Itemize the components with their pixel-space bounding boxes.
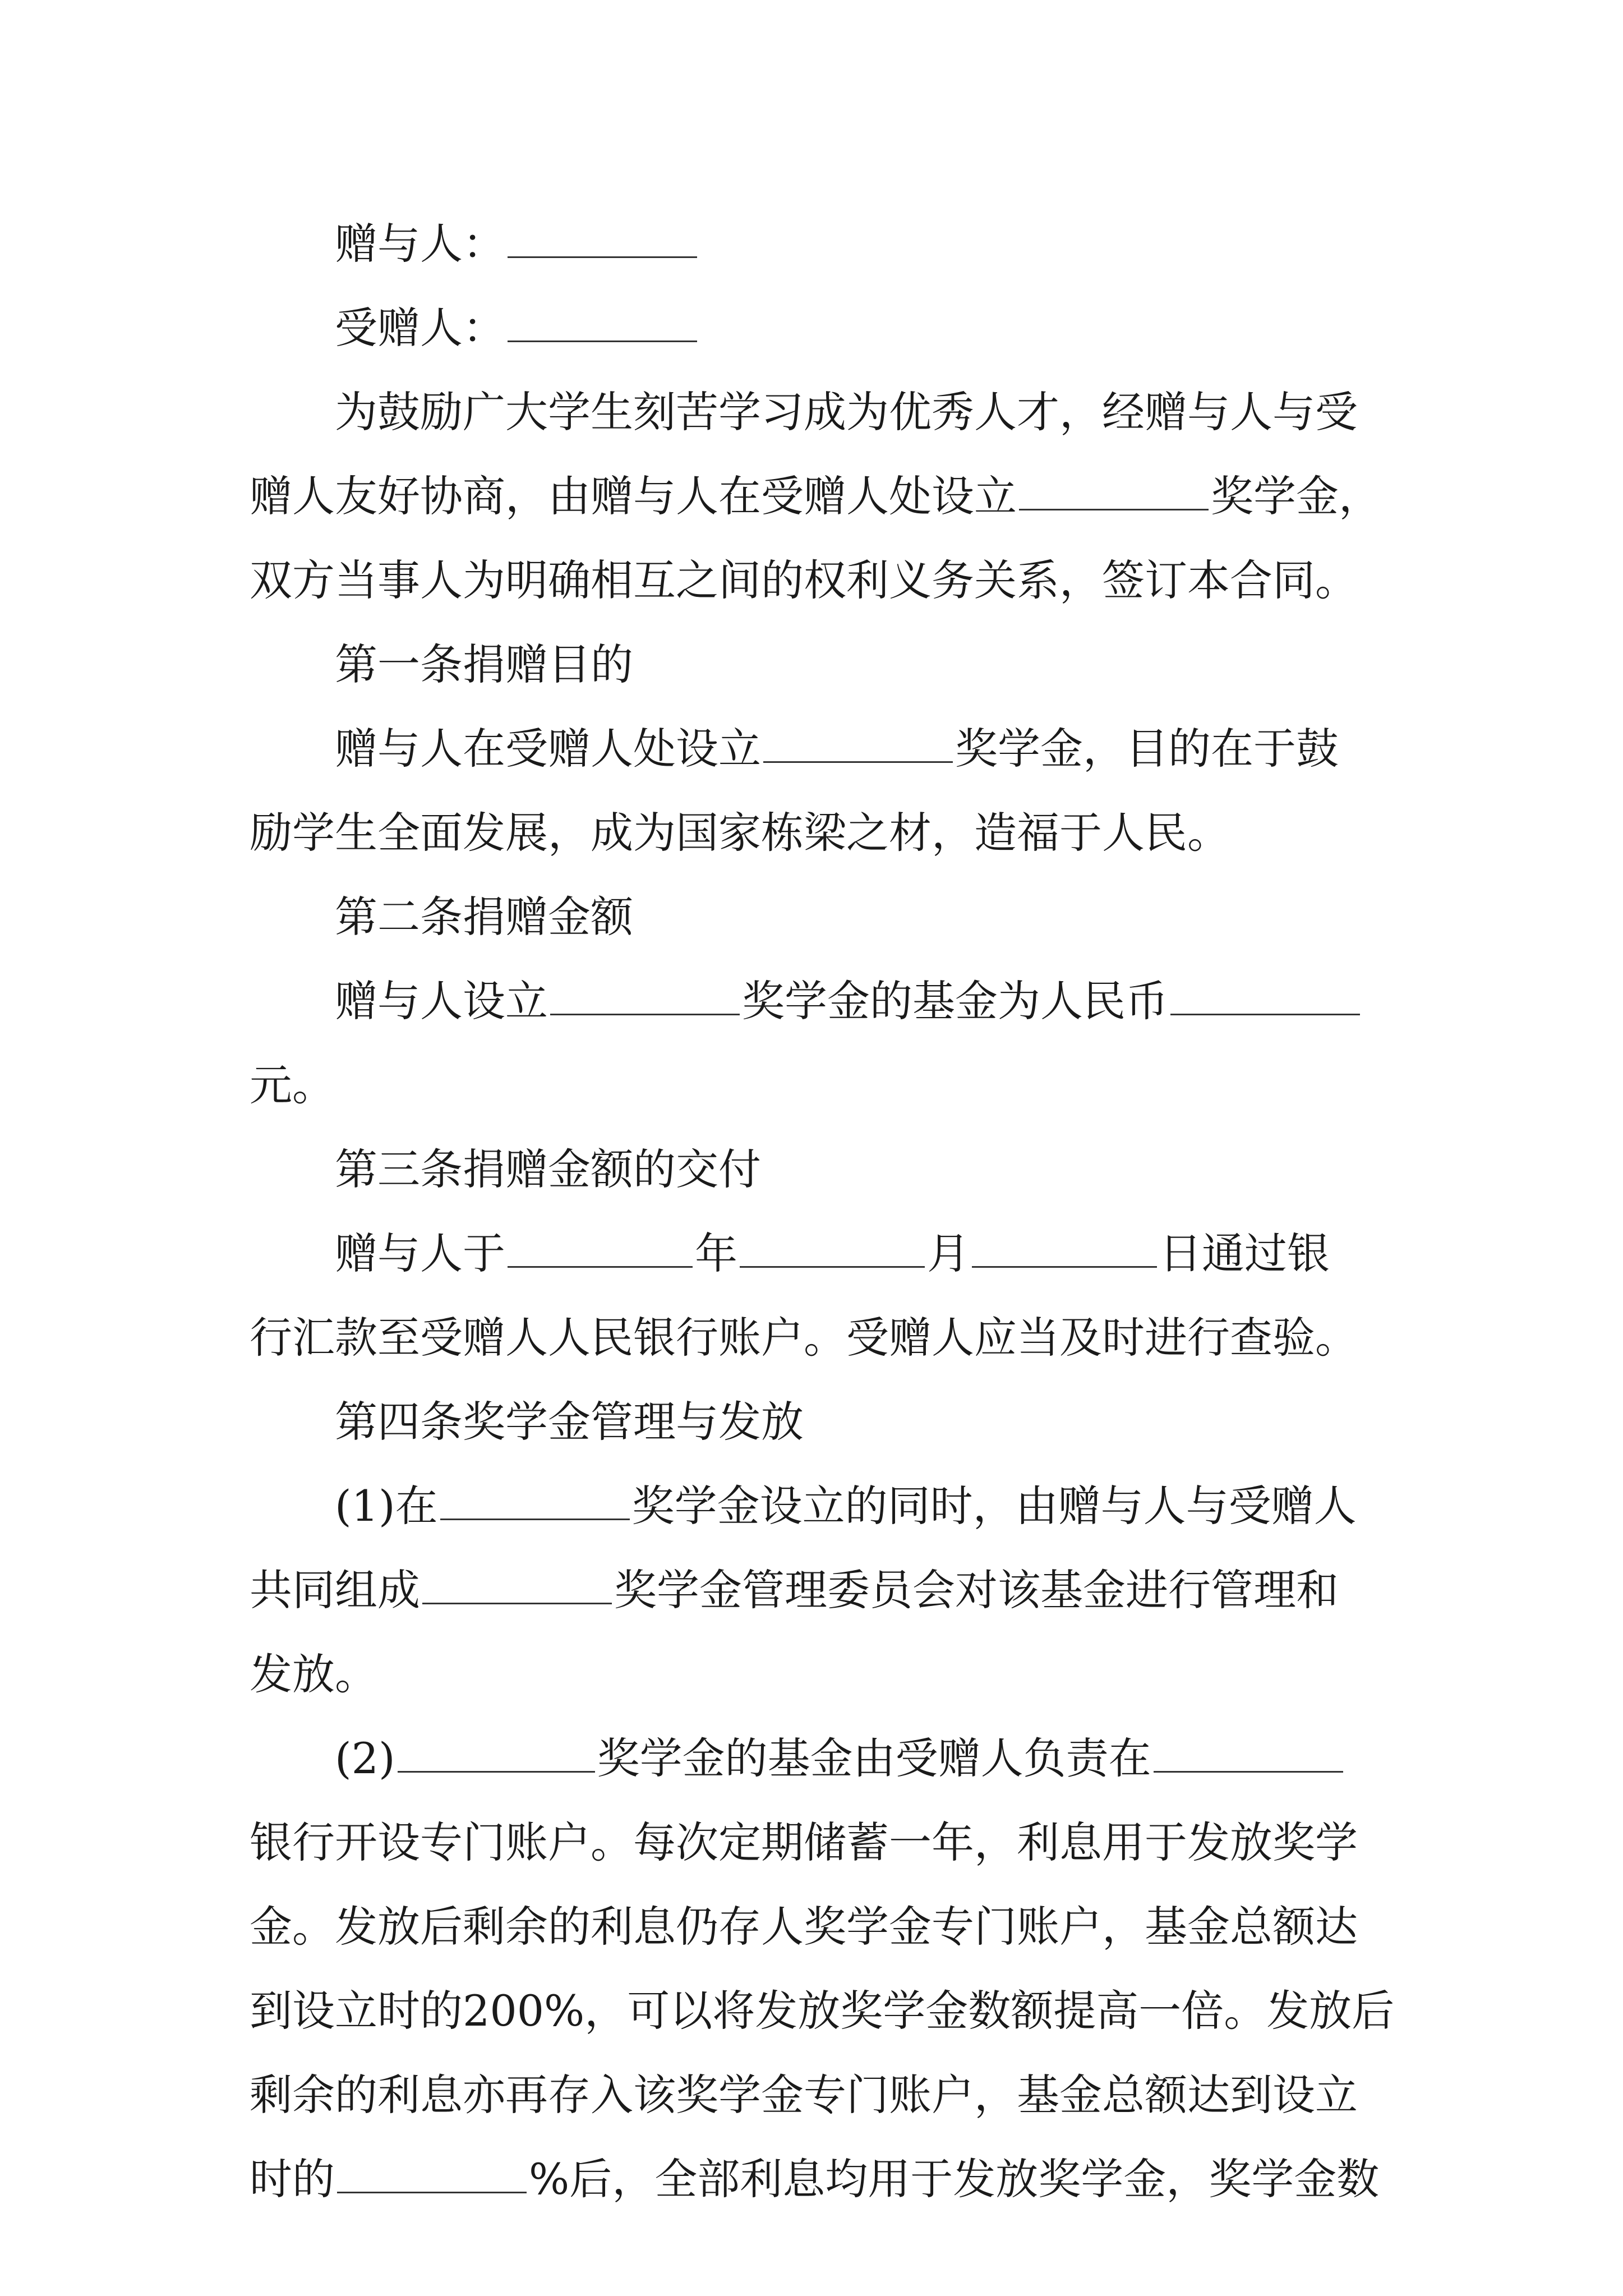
percent-blank <box>337 2191 527 2193</box>
article-1-line-1 <box>250 707 1382 791</box>
article-2-heading <box>250 875 1382 959</box>
article-1-title: 第一条捐赠目的 <box>335 639 633 689</box>
article-4-item-2-text-6b: %后，全部利息均用于发放奖学金，奖学金数 <box>529 2154 1380 2204</box>
donor-blank <box>508 255 697 258</box>
article-4-item-2-line-5 <box>250 2053 1382 2137</box>
article-3-text-2: 行汇款至受赠人人民银行账户。受赠人应当及时进行查验。 <box>250 1313 1358 1363</box>
article-4-item-1-line-2 <box>250 1548 1382 1632</box>
article-4-item-1-blank-1 <box>440 1517 630 1520</box>
article-4-item-2-line-6 <box>250 2137 1382 2221</box>
contract-body <box>250 202 1395 2221</box>
article-4-item-2-text-1a: (2) <box>335 1733 395 1783</box>
article-2-scholarship-blank <box>550 1013 740 1015</box>
recipient-label: 受赠人： <box>335 303 505 353</box>
donor-line <box>250 202 1382 286</box>
scholarship-name-blank <box>1019 508 1209 510</box>
article-4-title: 第四条奖学金管理与发放 <box>335 1397 804 1447</box>
article-4-item-2-line-4 <box>250 1969 1395 2053</box>
bank-name-blank <box>1154 1770 1343 1773</box>
article-2-text-2: 元。 <box>250 1060 335 1110</box>
intro-text-1: 为鼓励广大学生刻苦学习成为优秀人才，经赠与人与受 <box>335 387 1358 437</box>
intro-line-2 <box>250 454 1382 539</box>
article-2-line-2 <box>250 1043 1382 1128</box>
donor-label: 赠与人： <box>335 219 505 269</box>
year-blank <box>508 1265 693 1268</box>
article-1-text-1a: 赠与人在受赠人处设立 <box>335 724 761 774</box>
article-4-item-1-text-1a: (1)在 <box>335 1481 438 1531</box>
article-3-text-1b: 年 <box>695 1228 737 1278</box>
article-2-text-1a: 赠与人设立 <box>335 976 548 1026</box>
article-4-item-2-blank-1 <box>398 1770 595 1773</box>
article-4-item-2-text-4: 到设立时的200%，可以将发放奖学金数额提高一倍。发放后 <box>250 1986 1395 2036</box>
article-2-line-1 <box>250 959 1382 1043</box>
intro-text-3: 双方当事人为明确相互之间的权利义务关系，签订本合同。 <box>250 555 1358 605</box>
article-2-title: 第二条捐赠金额 <box>335 892 633 942</box>
article-1-text-1b: 奖学金，目的在于鼓 <box>955 724 1339 774</box>
article-4-item-2-line-3 <box>250 1885 1382 1969</box>
article-1-blank <box>763 760 953 763</box>
article-3-title: 第三条捐赠金额的交付 <box>335 1144 761 1194</box>
day-blank <box>972 1265 1157 1268</box>
intro-text-2a: 赠人友好协商，由赠与人在受赠人处设立 <box>250 471 1017 521</box>
recipient-line <box>250 286 1382 370</box>
article-4-item-1-line-1 <box>250 1464 1382 1548</box>
article-4-item-1-text-2a: 共同组成 <box>250 1565 420 1615</box>
article-4-item-2-text-5: 剩余的利息亦再存入该奖学金专门账户，基金总额达到设立 <box>250 2070 1358 2120</box>
article-4-item-1-text-1b: 奖学金设立的同时，由赠与人与受赠人 <box>631 1481 1357 1531</box>
article-1-heading <box>250 623 1382 707</box>
article-3-line-2 <box>250 1296 1382 1380</box>
article-2-text-1b: 奖学金的基金为人民币 <box>742 976 1168 1026</box>
article-4-item-1-line-3 <box>250 1632 1382 1717</box>
article-4-item-2-line-1 <box>250 1717 1382 1801</box>
article-3-heading <box>250 1128 1382 1212</box>
article-1-text-2: 励学生全面发展，成为国家栋梁之材，造福于人民。 <box>250 808 1230 858</box>
recipient-blank <box>508 339 697 342</box>
article-4-item-1-text-3: 发放。 <box>250 1649 377 1699</box>
article-4-item-2-line-2 <box>250 1801 1382 1885</box>
article-2-amount-blank <box>1170 1013 1360 1015</box>
article-4-item-2-text-2: 银行开设专门账户。每次定期储蓄一年，利息用于发放奖学 <box>250 1818 1358 1867</box>
article-4-item-1-text-2b: 奖学金管理委员会对该基金进行管理和 <box>614 1565 1339 1615</box>
article-4-item-2-text-3: 金。发放后剩余的利息仍存人奖学金专门账户，基金总额达 <box>250 1902 1358 1952</box>
month-blank <box>740 1265 925 1268</box>
article-4-item-2-text-6a: 时的 <box>250 2154 335 2204</box>
article-3-line-1 <box>250 1212 1382 1296</box>
article-4-heading <box>250 1380 1382 1464</box>
article-4-item-1-blank-2 <box>422 1602 612 1604</box>
intro-line-1 <box>250 370 1382 454</box>
intro-text-2b: 奖学金， <box>1211 471 1381 521</box>
article-3-text-1d: 日通过银 <box>1159 1228 1330 1278</box>
article-4-item-2-text-1b: 奖学金的基金由受赠人负责在 <box>597 1733 1151 1783</box>
article-3-text-1c: 月 <box>927 1228 970 1278</box>
article-3-text-1a: 赠与人于 <box>335 1228 505 1278</box>
article-1-line-2 <box>250 791 1382 875</box>
intro-line-3 <box>250 539 1382 623</box>
